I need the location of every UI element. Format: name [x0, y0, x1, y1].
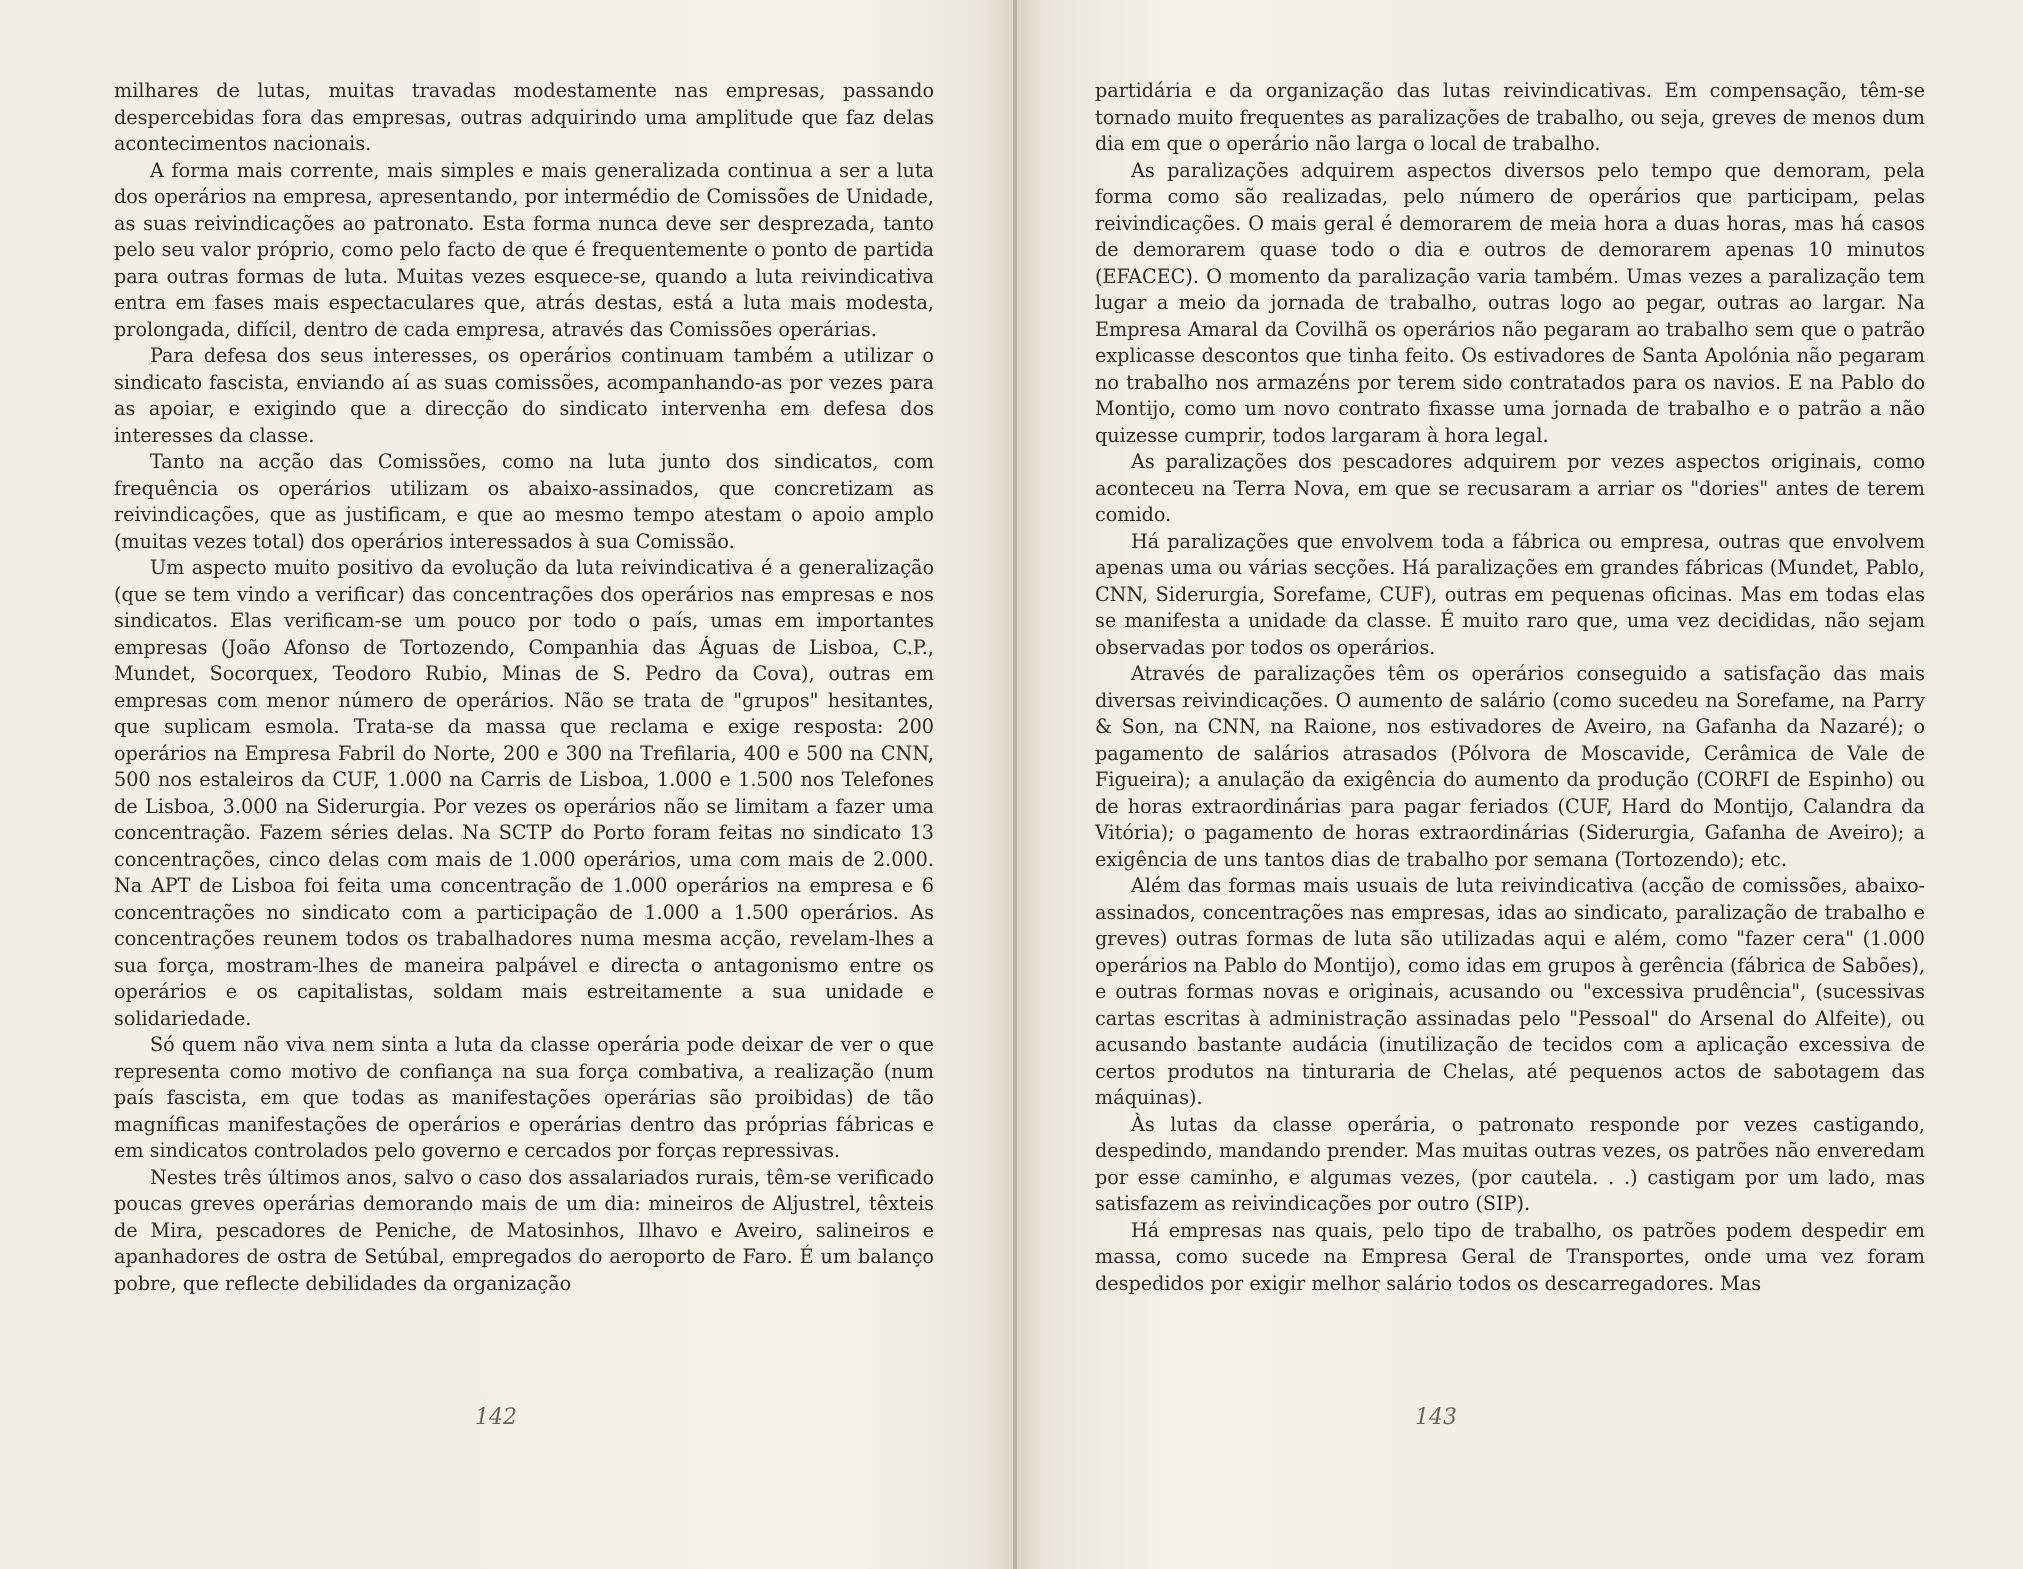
left-page-text: [114, 78, 934, 1297]
paragraph: Só quem não viva nem sinta a luta da classe operária pode deixar de ver o que representa como motivo de confiança na sua força combativa, a realização (num país fascista, em que todas as manifestações operárias são proibidas) de tão magníficas manifestações de operários e operárias dentro das próprias fábricas e em sindicatos controlados pelo governo e cercados por forças repressivas.: [114, 1033, 934, 1162]
paragraph: Há empresas nas quais, pelo tipo de trabalho, os patrões podem despedir em massa, como sucede na Empresa Geral de Transportes, onde uma vez foram despedidos por exigir melhor salário todos os descarregadores. Mas: [1095, 1218, 1925, 1295]
paragraph: As paralizações adquirem aspectos diversos pelo tempo que demoram, pela forma como são realizadas, pelo número de operários que participam, pelas reivindicações. O mais geral é demorarem de meia hora a duas horas, mas há casos de demorarem quase todo o dia e outros de demorarem apenas 10 minutos (EFACEC). O momento da paralização varia também. Umas vezes a paralização tem lugar a meio da jornada de trabalho, outras logo ao pegar, outras ao largar. Na Empresa Amaral da Covilhã os operários não pegaram ao trabalho sem que o patrão explicasse descontos que tinha feito. Os estivadores de Santa Apolónia não pegaram no trabalho nos armazéns por terem sido contratados para os navios. E na Pablo do Montijo, como um novo contrato fixasse uma jornada de trabalho e o patrão a não quizesse cumprir, todos largaram à hora legal.: [1095, 158, 1925, 447]
book-gutter: [1013, 0, 1017, 1569]
paragraph: Nestes três últimos anos, salvo o caso dos assalariados rurais, têm-se verificado poucas greves operárias demorando mais de um dia: mineiros de Aljustrel, têxteis de Mira, pescadores de Peniche, de Matosinhos, Ilhavo e Aveiro, salineiros e apanhadores de ostra de Setúbal, empregados do aeroporto de Faro. É um balanço pobre, que reflecte debilidades da organização: [114, 1165, 934, 1295]
paragraph: Tanto na acção das Comissões, como na luta junto dos sindicatos, com frequência os operários utilizam os abaixo-assinados, que concretizam as reivindicações, que as justificam, e que ao mesmo tempo atestam o apoio amplo (muitas vezes total) dos operários interessados à sua Comissão.: [114, 450, 934, 553]
paragraph: Um aspecto muito positivo da evolução da luta reivindicativa é a generalização (que se tem vindo a verificar) das concentrações dos operários nas empresas e nos sindicatos. Elas verificam-se um pouco por todo o país, umas em importantes empresas (João Afonso de Tortozendo, Companhia das Águas de Lisboa, C.P., Mundet, Socorquex, Teodoro Rubio, Minas de S. Pedro da Cova), outras em empresas com menor número de operários. Não se trata de "grupos" hesitantes, que suplicam esmola. Trata-se da massa que reclama e exige resposta: 200 operários na Empresa Fabril do Norte, 200 e 300 na Trefilaria, 400 e 500 na CNN, 500 nos estaleiros da CUF, 1.000 na Carris de Lisboa, 1.000 e 1.500 nos Telefones de Lisboa, 3.000 na Siderurgia. Por vezes os operários não se limitam a fazer uma concentração. Fazem séries delas. Na SCTP do Porto foram feitas no sindicato 13 concentrações, cinco delas com mais de 1.000 operários, uma com mais de 2.000. Na APT de Lisboa foi feita uma concentração de 1.000 operários na empresa e 6 concentrações no sindicato com a participação de 1.000 a 1.500 operários. As concentrações reunem todos os trabalhadores numa mesma acção, revelam-lhes a sua força, mostram-lhes de maneira palpável e directa o antagonismo entre os operários e os capitalistas, soldam mais estreitamente a sua unidade e solidariedade.: [114, 556, 934, 1030]
paragraph: Através de paralizações têm os operários conseguido a satisfação das mais diversas reivindicações. O aumento de salário (como sucedeu na Sorefame, na Parry & Son, na CNN, na Raione, nos estivadores de Aveiro, na Gafanha da Nazaré); o pagamento de salários atrasados (Pólvora de Moscavide, Cerâmica de Vale de Figueira); a anulação da exigência do aumento da produção (CORFI de Espinho) ou de horas extraordinárias para pagar feriados (CUF, Hard do Montijo, Calandra da Vitória); o pagamento de horas extraordinárias (Siderurgia, Gafanha de Aveiro); a exigência de uns tantos dias de trabalho por semana (Tortozendo); etc.: [1095, 662, 1925, 871]
page-number: 142: [475, 1405, 517, 1430]
right-page-text: [1095, 78, 1925, 1297]
paragraph: Há paralizações que envolvem toda a fábrica ou empresa, outras que envolvem apenas uma ou várias secções. Há paralizações em grandes fábricas (Mundet, Pablo, CNN, Siderurgia, Sorefame, CUF), outras em pequenas oficinas. Mas em todas elas se manifesta a unidade da classe. É muito raro que, uma vez decididas, não sejam observadas por todos os operários.: [1095, 529, 1925, 659]
paragraph: partidária e da organização das lutas reivindicativas. Em compensação, têm-se tornado muito frequentes as paralizações de trabalho, ou seja, greves de menos dum dia em que o operário não larga o local de trabalho.: [1095, 79, 1925, 155]
paragraph: Para defesa dos seus interesses, os operários continuam também a utilizar o sindicato fascista, enviando aí as suas comissões, acompanhando-as por vezes para as apoiar, e exigindo que a direcção do sindicato intervenha em defesa dos interesses da classe.: [114, 344, 934, 447]
paragraph: Às lutas da classe operária, o patronato responde por vezes castigando, despedindo, mandando prender. Mas muitas outras vezes, os patrões não enveredam por esse caminho, e algumas vezes, (por cautela. . .) castigam por um lado, mas satisfazem as reivindicações por outro (SIP).: [1095, 1112, 1925, 1215]
right-page: [1015, 0, 2023, 1569]
paragraph: milhares de lutas, muitas travadas modestamente nas empresas, passando despercebidas fora das empresas, outras adquirindo uma amplitude que faz delas acontecimentos nacionais.: [114, 79, 934, 155]
paragraph: A forma mais corrente, mais simples e mais generalizada continua a ser a luta dos operários na empresa, apresentando, por intermédio de Comissões de Unidade, as suas reivindicações ao patronato. Esta forma nunca deve ser desprezada, tanto pelo seu valor próprio, como pelo facto de que é frequentemente o ponto de partida para outras formas de luta. Muitas vezes esquece-se, quando a luta reivindicativa entra em fases mais espectaculares que, atrás destas, está a luta mais modesta, prolongada, difícil, dentro de cada empresa, através das Comissões operárias.: [114, 158, 934, 341]
page-number: 143: [1415, 1405, 1457, 1430]
paragraph: Além das formas mais usuais de luta reivindicativa (acção de comissões, abaixo-assinados, concentrações nas empresas, idas ao sindicato, paralização de trabalho e greves) outras formas de luta são utilizadas aqui e além, como "fazer cera" (1.000 operários na Pablo do Montijo), como idas em grupos à gerência (fábrica de Sabões), e outras formas novas e originais, acusando ou "excessiva prudência", (sucessivas cartas escritas à administração assinadas pelo "Pessoal" do Arsenal do Alfeite), ou acusando bastante audácia (inutilização de tecidos com a aplicação excessiva de certos produtos na tinturaria de Chelas, até pequenos actos de sabotagem das máquinas).: [1095, 874, 1925, 1109]
paragraph: As paralizações dos pescadores adquirem por vezes aspectos originais, como aconteceu na Terra Nova, em que se recusaram a arriar os "dories" antes de terem comido.: [1095, 450, 1925, 526]
